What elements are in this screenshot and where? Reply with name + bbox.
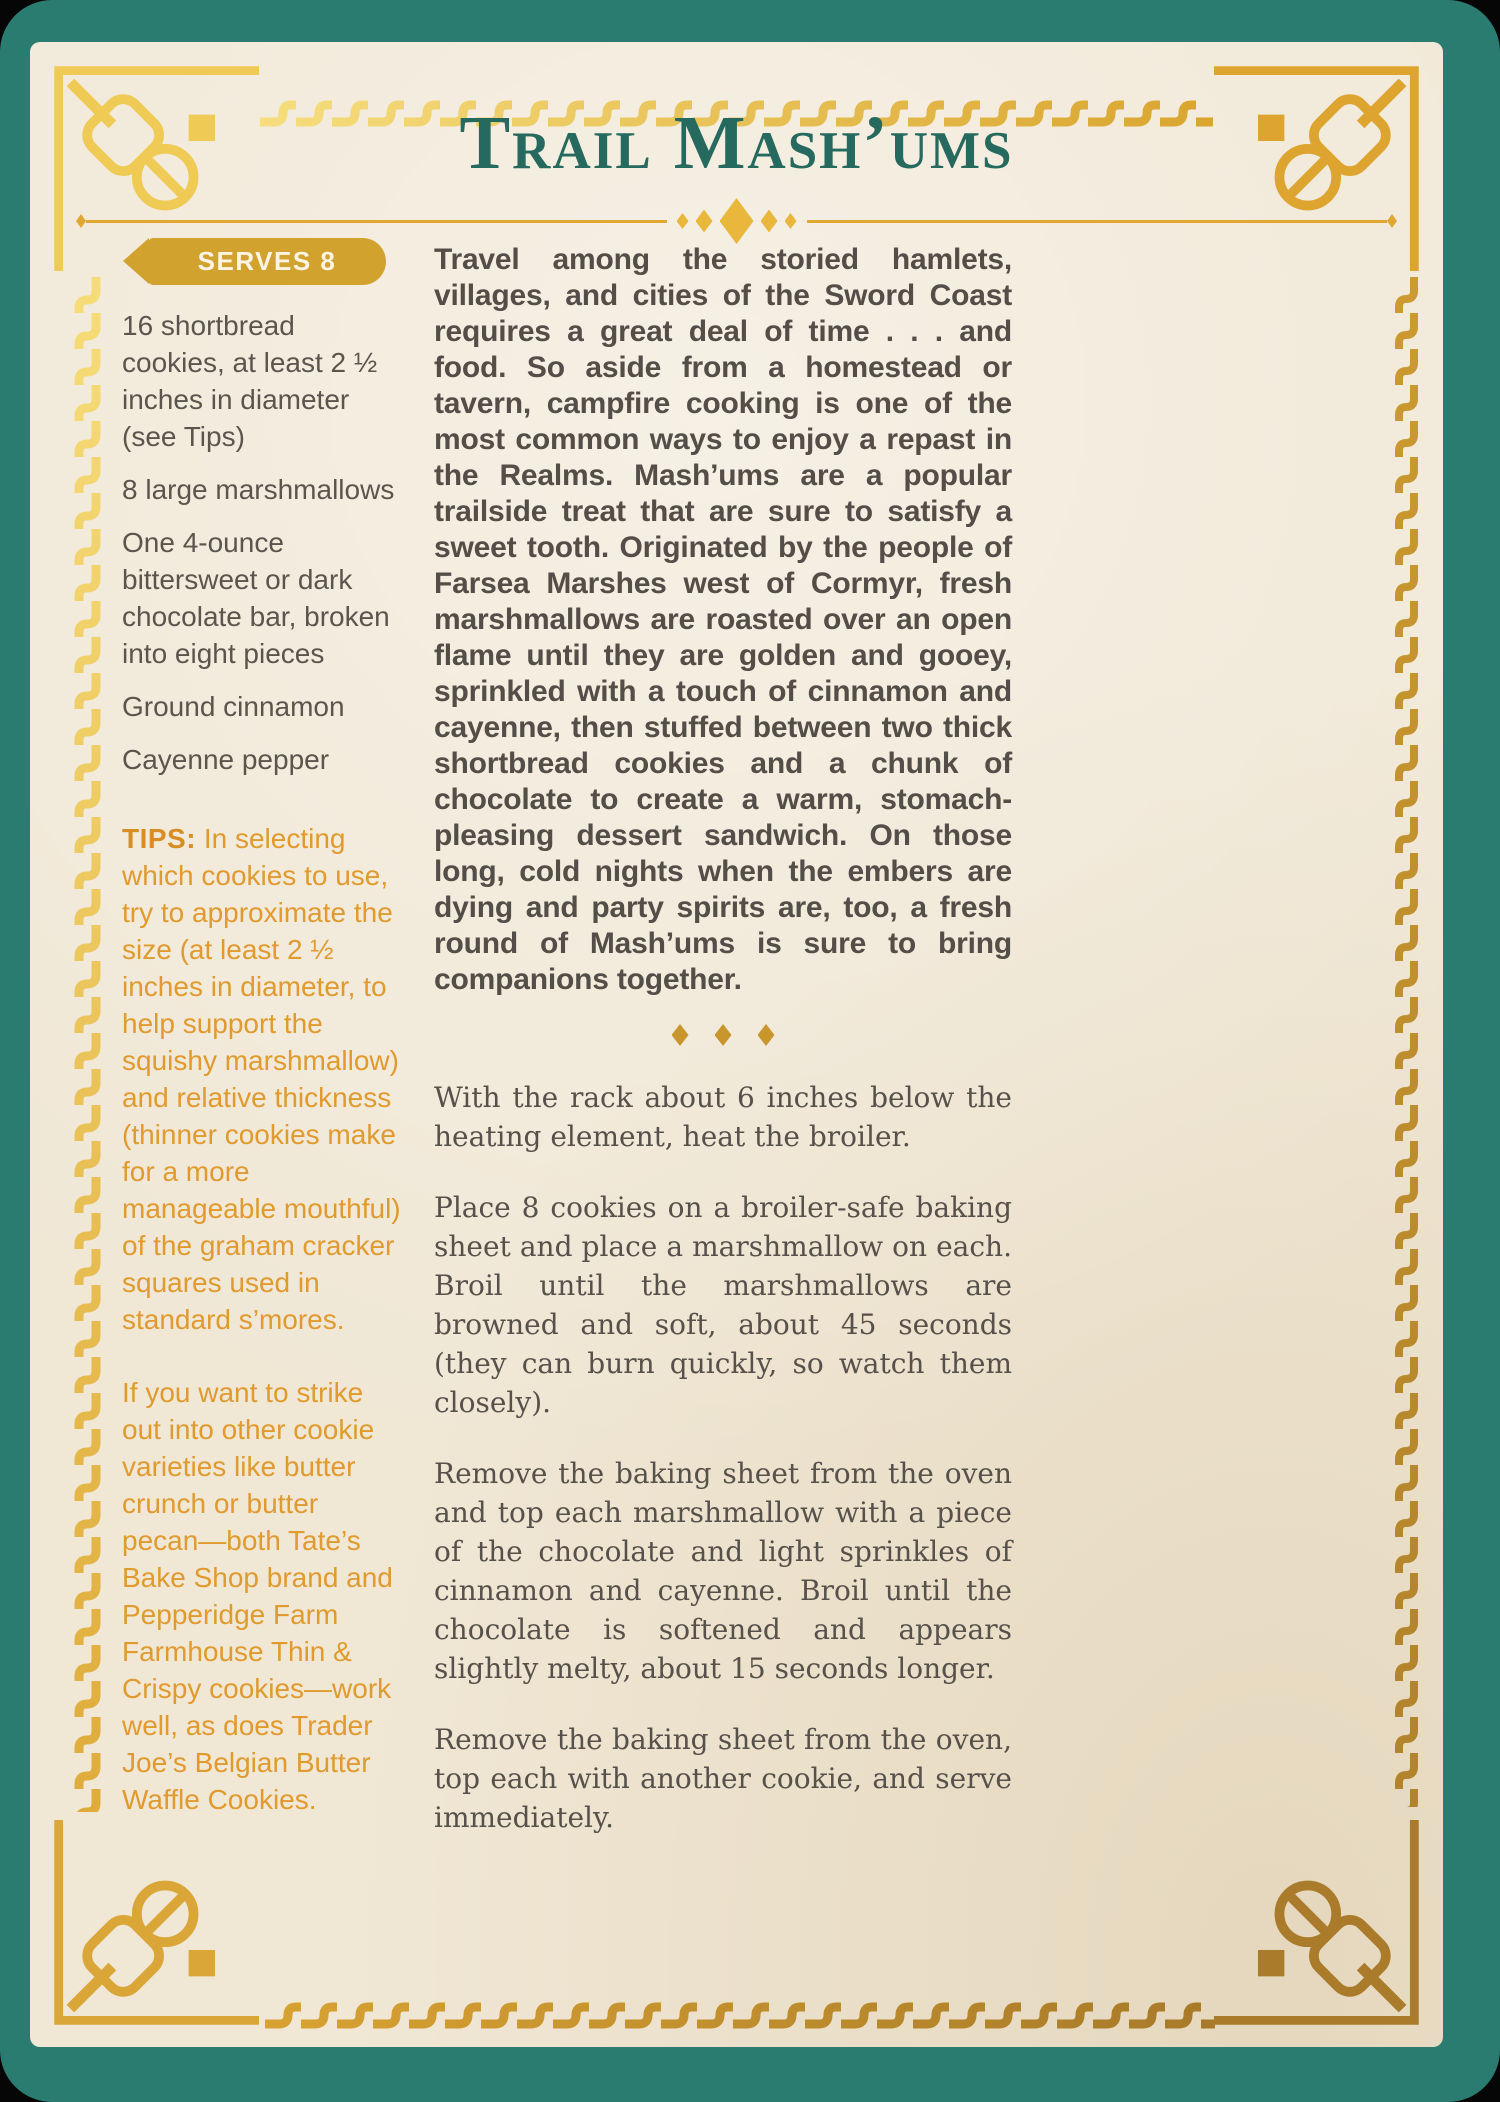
title-divider bbox=[76, 202, 1397, 240]
divider-end-diamond-icon bbox=[1387, 214, 1397, 228]
body-column bbox=[434, 238, 1012, 1854]
chain-border-bottom-icon bbox=[265, 1998, 1215, 2032]
ingredient-item: Cayenne pepper bbox=[122, 744, 330, 775]
ingredient-item: 16 shortbread cookies, at least 2 ½ inches in diameter (see Tips) bbox=[122, 310, 378, 452]
serves-badge-label: SERVES 8 bbox=[197, 246, 337, 276]
divider-line bbox=[86, 220, 667, 223]
ingredients-list bbox=[122, 307, 402, 778]
recipe-content bbox=[122, 238, 1012, 1854]
ingredient-item: One 4-ounce bittersweet or dark chocolate bar, broken into eight pieces bbox=[122, 527, 390, 669]
chain-border-right-icon bbox=[1395, 277, 1421, 1807]
tips-label: TIPS: bbox=[122, 823, 197, 854]
tips-paragraph bbox=[122, 820, 402, 1338]
tips-paragraph: If you want to strike out into other cookie varieties like butter crunch or butter pecan—both Tate’s Bake Shop brand and Pepperidge Farm Farmhouse Thin & Crispy cookies—work well, as does Trader Joe’s Belgian Butter Waffle Cookies. bbox=[122, 1377, 393, 1815]
instructions bbox=[434, 1078, 1012, 1837]
ingredient-item: Ground cinnamon bbox=[122, 691, 345, 722]
three-diamond-separator-icon bbox=[434, 1024, 1012, 1046]
card-paper bbox=[30, 42, 1443, 2047]
instruction-step: Remove the baking sheet from the oven and top each marshmallow with a piece of the chocolate and light sprinkles of cinnamon and cayenne. Broil until the chocolate is softened and appears slightly melty, about 15 seconds longer. bbox=[434, 1457, 1012, 1685]
instruction-step: Remove the baking sheet from the oven, top each with another cookie, and serve immediately. bbox=[434, 1723, 1012, 1834]
tips-text: In selecting which cookies to use, try to approximate the size (at least 2 ½ inches in diameter, to help support the squishy marshmallow) and relative thickness (thinner cookies make for a more manageable mouthful) of the graham cracker squares used in standard s’mores. bbox=[122, 823, 401, 1335]
intro-paragraph: Travel among the storied hamlets, villages, and cities of the Sword Coast requires a great deal of time . . . and food. So aside from a homestead or tavern, campfire cooking is one of the most common ways to enjoy a repast in the Realms. Mash’ums are a popular trailside treat that are sure to satisfy a sweet tooth. Originated by the people of Farsea Marshes west of Cormyr, fresh marshmallows are roasted over an open flame until they are golden and gooey, sprinkled with a touch of cinnamon and cayenne, then stuffed between two thick shortbread cookies and a chunk of chocolate to create a warm, stomach-pleasing dessert sandwich. On those long, cold nights when the embers are dying and party spirits are, too, a fresh round of Mash’ums is sure to bring companions together. bbox=[434, 243, 1012, 996]
tips-section bbox=[122, 820, 402, 1818]
divider-end-diamond-icon bbox=[76, 214, 86, 228]
divider-line bbox=[807, 220, 1388, 223]
chain-border-left-icon bbox=[74, 277, 104, 1812]
ingredient-item: 8 large marshmallows bbox=[122, 474, 395, 505]
serves-badge bbox=[148, 238, 386, 285]
celtic-knot-corner-bottom-right-icon bbox=[1214, 1820, 1429, 2035]
instruction-step: Place 8 cookies on a broiler-safe baking sheet and place a marshmallow on each. Broil until the marshmallows are browned and soft, about 45 seconds (they can burn quickly, so watch them closely). bbox=[434, 1191, 1012, 1419]
instruction-step: With the rack about 6 inches below the heating element, heat the broiler. bbox=[434, 1081, 1012, 1153]
ingredients-column bbox=[122, 238, 402, 1854]
page-title: Trail Mash’ums bbox=[459, 101, 1014, 185]
